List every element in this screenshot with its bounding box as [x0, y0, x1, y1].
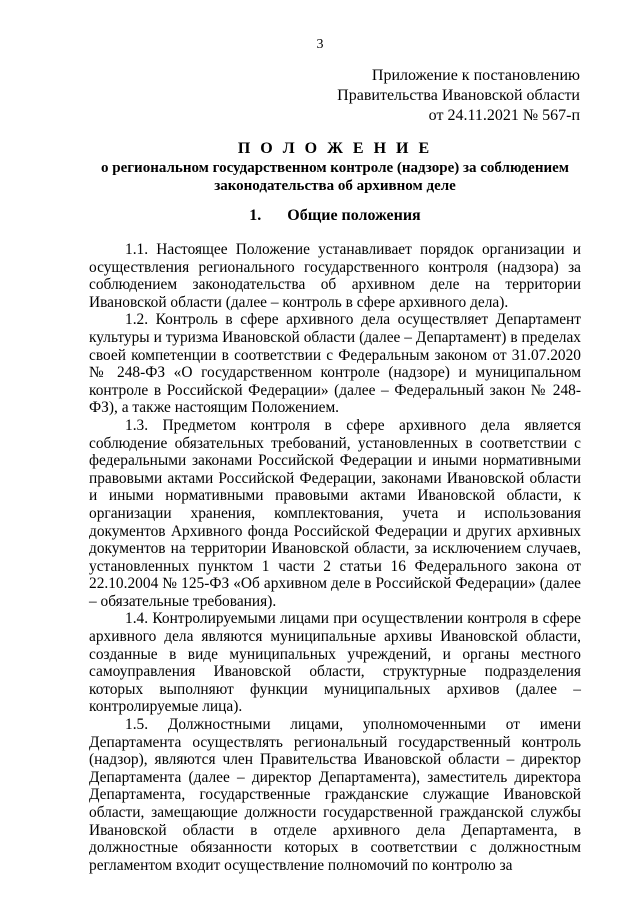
body-text — [89, 241, 581, 874]
appendix-line-2: Правительства Ивановской области — [337, 87, 580, 104]
document-subtitle — [88, 159, 582, 195]
section-number: 1. — [249, 207, 262, 224]
paragraph-1-1: 1.1. Настоящее Положение устанавливает порядок организации и осуществления регионального государственного контроля (надзора) за соблюдением законодательства об архивном деле на территории Ивановской области (далее – контроль в сфере архивного дела). — [89, 241, 581, 311]
appendix-block — [337, 66, 580, 126]
appendix-line-1: Приложение к постановлению — [371, 67, 580, 84]
appendix-line-3: от 24.11.2021 № 567-п — [428, 107, 580, 124]
page-number: 3 — [316, 37, 324, 52]
paragraph-1-5: 1.5. Должностными лицами, уполномоченными от имени Департамента осуществлять региональный государственный контроль (надзор), являются член Правительства Ивановской области – директор Департамента (далее – директор Департамента), заместитель директора Департамента, государственные гражданские служащие Ивановской области, замещающие должности государственной гражданской службы Ивановской области в отделе архивного дела Департамента, в должностные обязанности которых в соответствии с должностным регламентом входит осуществление полномочий по контролю за — [89, 716, 581, 874]
paragraph-1-3: 1.3. Предметом контроля в сфере архивного дела является соблюдение обязательных требований, установленных в соответствии с федеральными законами Российской Федерации и иными нормативными правовыми актами Российской Федерации, законами Ивановской области и иными нормативными правовыми актами Ивановской области, к организации хранения, комплектования, учета и использования документов Архивного фонда Российской Федерации и других архивных документов на территории Ивановской области, за исключением случаев, установленных пунктом 1 части 2 статьи 16 Федерального закона от 22.10.2004 № 125-ФЗ «Об архивном деле в Российской Федерации» (далее – обязательные требования). — [89, 416, 581, 610]
section-title: Общие положения — [287, 207, 421, 224]
paragraph-1-4: 1.4. Контролируемыми лицами при осуществлении контроля в сфере архивного дела являются муниципальные архивы Ивановской области, созданные в виде муниципальных учреждений, и органы местного самоуправления Ивановской области, структурные подразделения которых выполняют функции муниципальных архивов (далее – контролируемые лица). — [89, 610, 581, 716]
subtitle-line-1: о региональном государственном контроле (надзоре) за соблюдением — [101, 160, 569, 176]
document-title: П О Л О Ж Е Н И Е — [237, 140, 433, 157]
paragraph-1-2: 1.2. Контроль в сфере архивного дела осуществляет Департамент культуры и туризма Ивановской области (далее – Департамент) в пределах своей компетенции в соответствии с Федеральным законом от 31.07.2020 № 248-ФЗ «О государственном контроле (надзоре) и муниципальном контроле в Российской Федерации» (далее – Федеральный закон № 248-ФЗ), а также настоящим Положением. — [89, 311, 581, 417]
section-heading — [88, 206, 582, 226]
subtitle-line-2: законодательства об архивном деле — [214, 178, 456, 194]
